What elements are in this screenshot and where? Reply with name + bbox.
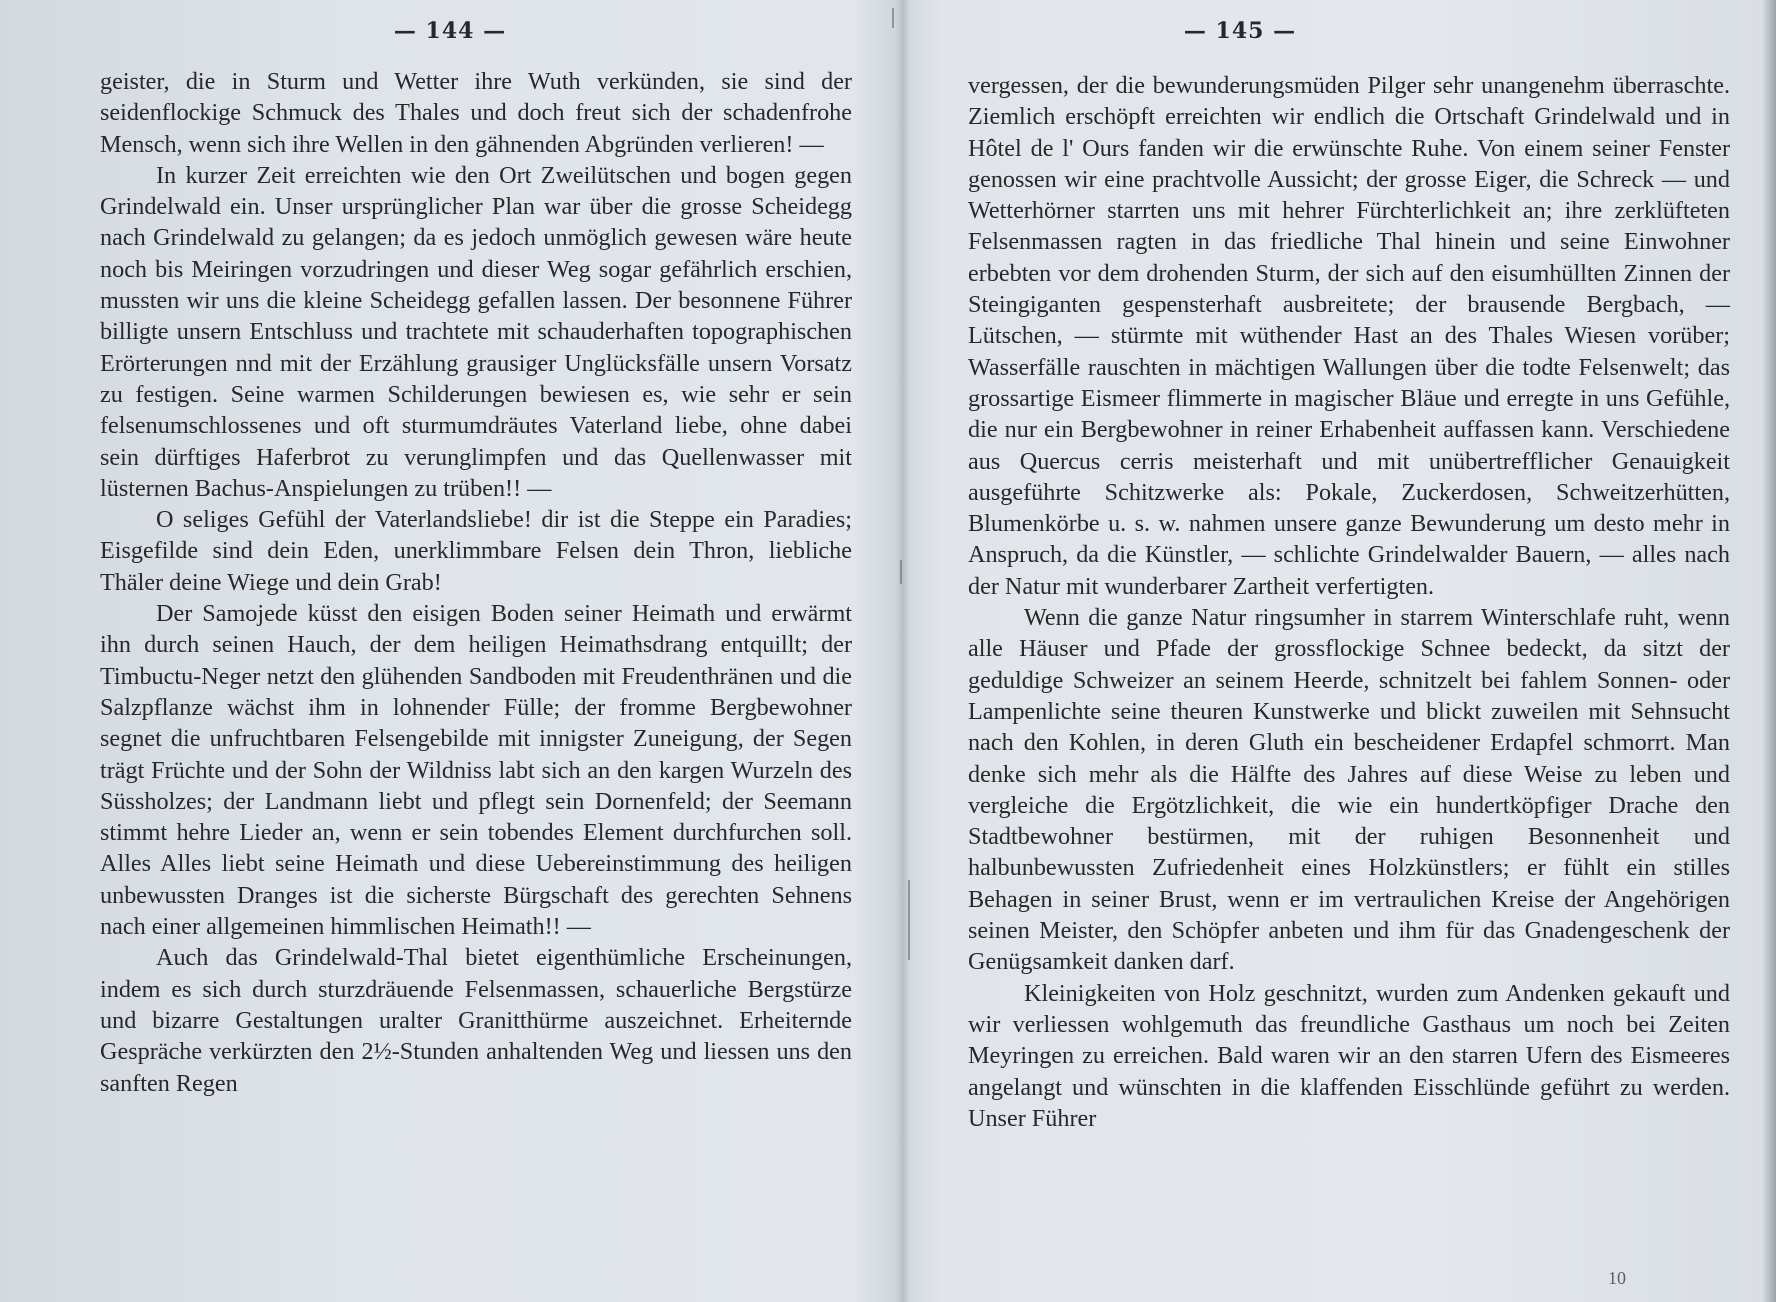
paragraph: Der Samojede küsst den eisigen Boden seiner Heimath und erwärmt ihn durch seinen Hauch, der dem heiligen Heimathsdrang entquillt; der Timbuctu-Neger netzt den glühenden Sandboden mit Freudenthränen und die Salzpflanze wächst ihm in lohnender Fülle; der fromme Bergbewohner segnet die unfruchtbaren Felsengebilde mit innigster Zuneigung, der Segen trägt Früchte und der Sohn der Wildniss labt sich an den kargen Wurzeln des Süssholzes; der Landmann liebt und pflegt sein Dornenfeld; der Seemann stimmt hehre Lieder an, wenn er sein tobendes Element durchfurchen soll. Alles Alles liebt seine Heimath und diese Uebereinstimmung des heiligen unbewussten Dranges ist die sicherste Bürgschaft des gerechten Sehnens nach einer allgemeinen himmlischen Heimath!! — — [100, 600, 852, 941]
paragraph: Kleinigkeiten von Holz geschnitzt, wurden zum Andenken gekauft und wir verliessen wohlgemuth das freundliche Gasthaus um noch bei Zeiten Meyringen zu erreichen. Bald waren wir an den starren Ufern des Eismeeres angelangt und wünschten in die klaffenden Eisschlünde geführt zu werden. Unser Führer — [968, 979, 1730, 1132]
right-page — [910, 0, 1776, 1302]
paragraph: vergessen, der die bewunderungsmüden Pilger sehr unangenehm überraschte. Ziemlich erschöpft erreichten wir endlich die Ortschaft Grindelwald und in Hôtel de l' Ours fanden wir die erwünschte Ruhe. Von einem seiner Fenster genossen wir eine prachtvolle Aussicht; der grosse Eiger, die Schreck — und Wetterhörner starrten uns mit hehrer Fürchterlichkeit an; ihre zerklüfteten Felsenmassen ragten in das friedliche Thal hinein und seine Einwohner erbebten vor dem drohenden Sturm, der sich auf den eisumhüllten Zinnen der Steingiganten gespensterhaft ausbreitete; der brausende Bergbach, — Lütschen, — stürmte mit wüthender Hast an des Thales Wiesen vorüber; Wasserfälle rauschten in mächtigen Wallungen über die todte Felsenwelt; das grossartige Eismeer flimmerte in magischer Bläue und erregte in uns Gefühle, die nur ein Bergbewohner in reiner Erhabenheit auffassen kann. Verschiedene aus Quercus cerris meisterhaft und mit unübertrefflicher Genauigkeit ausgeführte Schitzwerke als: Pokale, Zuckerdosen, Schweitzerhütten, Blumenkörbe u. s. w. nahmen unsere ganze Bewunderung um desto mehr in Anspruch, da die Künstler, — schlichte Grindelwalder Bauern, — alles nach der Natur mit wunderbarer Zartheit verfertigten. — [968, 72, 1730, 600]
right-page-text — [968, 70, 1730, 1134]
page-number-left: — 144 — — [393, 18, 507, 44]
paragraph: O seliges Gefühl der Vaterlandsliebe! dir ist die Steppe ein Paradies; Eisgefilde sind dein Eden, unerklimmbare Felsen dein Thron, liebliche Thäler deine Wiege und dein Grab! — [100, 506, 852, 596]
binding-mark — [900, 560, 902, 584]
binding-mark — [892, 8, 894, 28]
paragraph: geister, die in Sturm und Wetter ihre Wuth verkünden, sie sind der seidenflockige Schmuck des Thales und doch freut sich der schadenfrohe Mensch, wenn sich ihre Wellen in den gähnenden Abgründen verlieren! — — [100, 68, 852, 158]
signature-mark: 10 — [1608, 1268, 1626, 1288]
paragraph: Wenn die ganze Natur ringsumher in starrem Winterschlafe ruht, wenn alle Häuser und Pfade der grossflockige Schnee bedeckt, da sitzt der geduldige Schweizer an seinem Heerde, schnitzelt bei fahlem Sonnen- oder Lampenlichte seine theuren Kunstwerke und blickt zuweilen mit Sehnsucht nach den Kohlen, in deren Gluth ein bescheidener Erdapfel schmorrt. Man denke sich mehr als die Hälfte des Jahres auf diese Weise zu leben und vergleiche die Ergötzlichkeit, die wie ein hundertköpfiger Drache den Stadtbewohner bestürmen, mit der ruhigen Besonnenheit und halbunbewussten Zufriedenheit eines Holzkünstlers; er fühlt ein stilles Behagen in seiner Brust, wenn er im vertraulichen Kreise der Angehörigen seinen Meister, den Schöpfer anbeten und ihm für das Gnadengeschenk der Genügsamkeit danken darf. — [968, 604, 1730, 976]
page-number-right: — 145 — — [1183, 18, 1297, 44]
paragraph: Auch das Grindelwald-Thal bietet eigenthümliche Erscheinungen, indem es sich durch sturzdräuende Felsenmassen, schauerliche Bergstürze und bizarre Gestaltungen uralter Granitthürme auszeichnet. Erheiternde Gespräche verkürzten den 2½-Stunden anhaltenden Weg und liessen uns den sanften Regen — [100, 944, 852, 1097]
paragraph: In kurzer Zeit erreichten wie den Ort Zweilütschen und bogen gegen Grindelwald ein. Unser ursprünglicher Plan war über die grosse Scheidegg nach Grindelwald zu gelangen; da es jedoch unmöglich gewesen wäre heute noch bis Meiringen vorzudringen und dieser Weg sogar gefährlich erschien, mussten wir uns die kleine Scheidegg gefallen lassen. Der besonnene Führer billigte unsern Entschluss und trachtete mit schauderhaften topographischen Erörterungen nnd mit der Erzählung grausiger Unglücksfälle unsern Vorsatz zu festigen. Seine warmen Schilderungen bewiesen es, wie sehr er sein felsenumschlossenes und oft sturmumdräutes Vaterland liebe, ohne dabei sein dürftiges Haferbrot zu verunglimpfen und das Quellenwasser mit lüsternen Bachus-Anspielungen zu trüben!! — — [100, 161, 852, 502]
book-gutter — [896, 0, 910, 1302]
left-page-text — [100, 66, 852, 1099]
